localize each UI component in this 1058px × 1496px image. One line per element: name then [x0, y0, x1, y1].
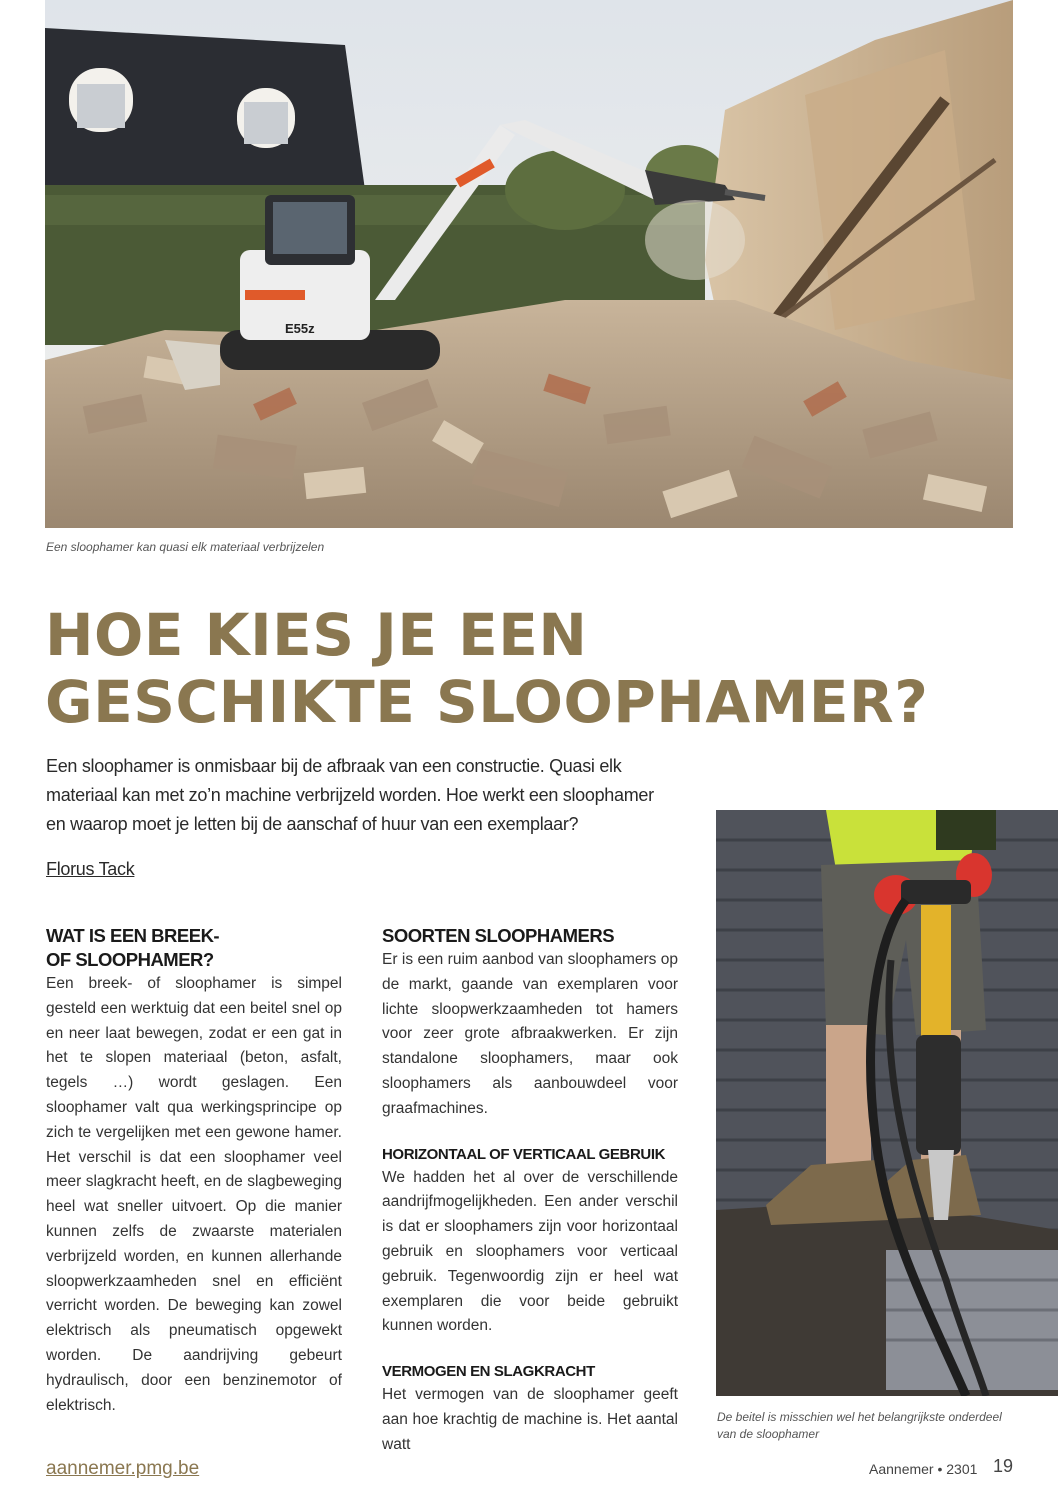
- subheading-horizontal-vertical: HORIZONTAAL OF VERTICAAL GEBRUIK: [382, 1145, 666, 1163]
- side-illustration: [716, 810, 1058, 1396]
- author-byline[interactable]: Florus Tack: [46, 859, 135, 879]
- section-heading-what-is: [46, 924, 342, 972]
- body-paragraph-usage: We hadden het al over de verschillende aandrijfmogelijkheden. Een ander verschil is dat er sloophamers zijn voor horizontaal gebruik en sloophamers voor verticaal gebruik. Tegenwoordig zijn er heel wat exemplaren die voor beide gebruikt kunnen worden.: [382, 1168, 678, 1335]
- article-column-2: [382, 924, 678, 1458]
- article-title: [45, 602, 1005, 736]
- footer-issue-label: Aannemer • 2301: [869, 1461, 978, 1477]
- excavator-model-label: E55z: [285, 321, 315, 336]
- photo-caption-side: De beitel is misschien wel het belangrijkste onderdeel van de sloophamer: [717, 1410, 1002, 1441]
- hero-photo-excavator-demolition: [45, 0, 1013, 528]
- side-photo-jackhammer-worker: [716, 810, 1058, 1396]
- footer-website-link[interactable]: aannemer.pmg.be: [46, 1458, 200, 1479]
- article-column-1: [46, 924, 342, 1418]
- lead-paragraph: Een sloophamer is onmisbaar bij de afbraak van een constructie. Quasi elk materiaal kan met zo’n machine verbrijzeld worden. Hoe werkt een sloophamer en waarop moet je letten bij de aanschaf of huur van een exemplaar?: [46, 756, 654, 834]
- photo-caption-top: Een sloophamer kan quasi elk materiaal verbrijzelen: [46, 540, 325, 554]
- title-line-2: GESCHIKTE SLOOPHAMER?: [45, 668, 929, 736]
- heading-line-2: OF SLOOPHAMER?: [46, 949, 214, 970]
- body-paragraph-types: Er is een ruim aanbod van sloophamers op de markt, gaande van exemplaren voor lichte sloopwerkzaamheden tot hamers voor zeer grote afbraakwerken. Er zijn standalone sloophamers, maar ook sloophamers als aanbouwdeel voor graafmachines.: [382, 951, 678, 1117]
- subheading-power: VERMOGEN EN SLAGKRACHT: [382, 1363, 595, 1381]
- page-number: 19: [993, 1456, 1014, 1476]
- body-paragraph: Een breek- of sloophamer is simpel gesteld een werktuig dat een beitel snel op en neer laat bewegen, zodat er een gat in het te slopen materiaal (beton, asfalt, tegels …) wordt geslagen. Een sloophamer valt qua werkingsprincipe op zich te vergelijken met een gewone hamer. Het verschil is dat een sloophamer veel meer slagkracht heeft, en de slagbeweging heel wat sneller uitvoert. Op die manier kunnen zelfs de zwaarste materialen verbrijzeld worden, en kunnen allerhande sloopwerkzaamheden snel en efficiënt verricht worden. De beweging kan zowel elektrisch als pneumatisch opgewekt worden. De aandrijving gebeurt hydraulisch, door een benzinemotor of elektrisch.: [46, 975, 342, 1414]
- heading-line-1: WAT IS EEN BREEK-: [46, 925, 220, 946]
- hero-illustration: [45, 0, 1013, 528]
- body-paragraph-power: Het vermogen van de sloophamer geeft aan hoe krachtig de machine is. Het aantal watt: [382, 1386, 678, 1453]
- section-heading-types: SOORTEN SLOOPHAMERS: [382, 925, 615, 946]
- title-line-1: HOE KIES JE EEN: [45, 601, 588, 669]
